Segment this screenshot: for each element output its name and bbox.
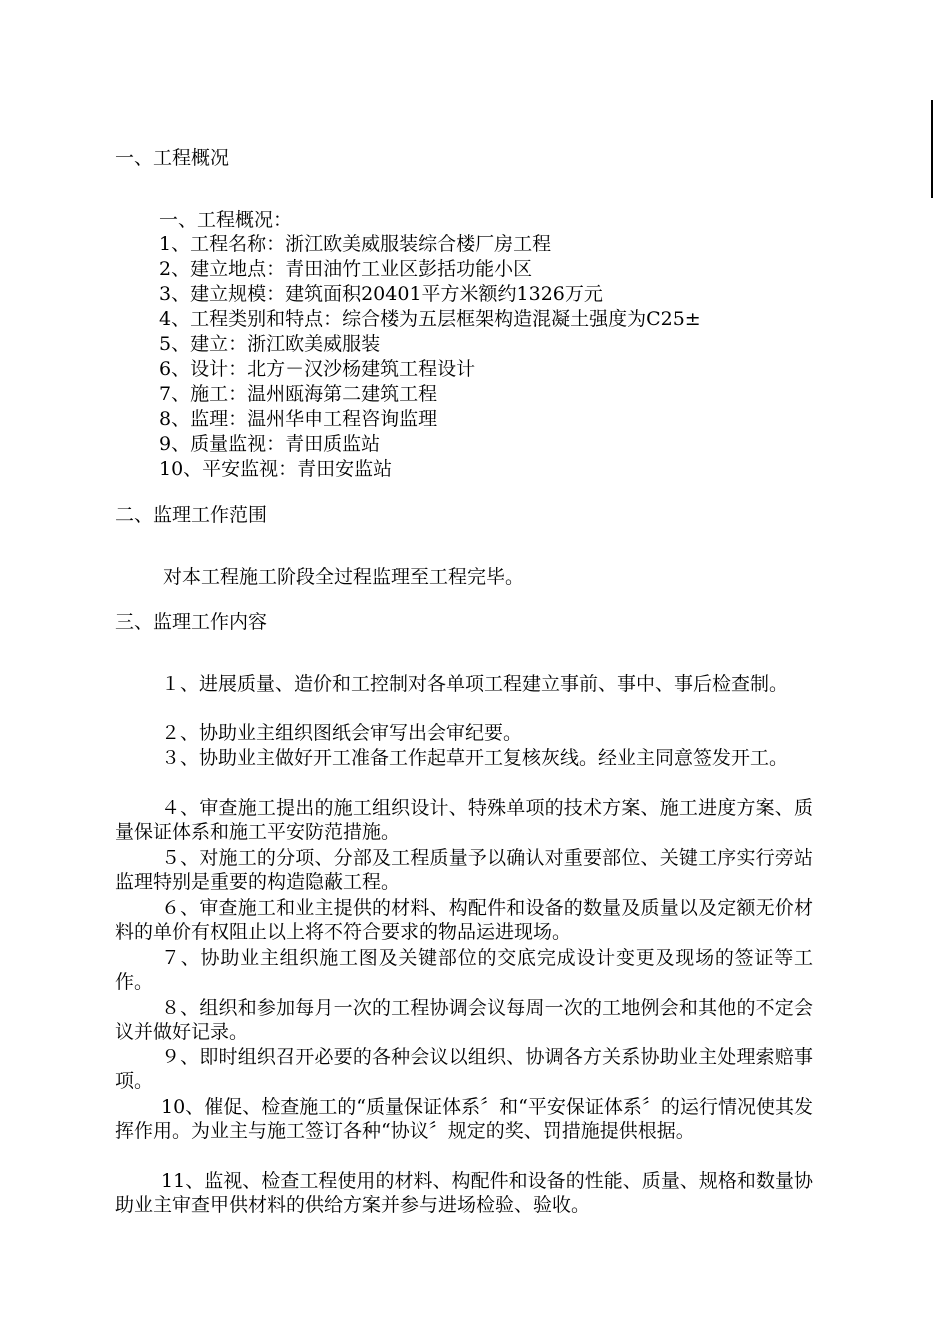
overview-item: 5、建立：浙江欧美威服装	[159, 333, 381, 355]
content-item: ５、对施工的分项、分部及工程质量予以确认对重要部位、关键工序实行旁站监理特别是重要的构造隐蔽工程。	[115, 847, 813, 893]
margin-rule	[931, 100, 933, 198]
section-heading-content: 三、监理工作内容	[115, 611, 268, 633]
content-item: 11、监视、检查工程使用的材料、构配件和设备的性能、质量、规格和数量协助业主审查甲供材料的供给方案并参与进场检验、验收。	[115, 1170, 813, 1216]
section-heading-scope: 二、监理工作范围	[115, 504, 268, 526]
overview-item: 6、设计：北方－汉沙杨建筑工程设计	[159, 358, 476, 380]
content-item: １、进展质量、造价和工控制对各单项工程建立事前、事中、事后检查制。	[161, 673, 789, 695]
content-item: ８、组织和参加每月一次的工程协调会议每周一次的工地例会和其他的不定会议并做好记录。	[115, 997, 813, 1043]
overview-item: 10、平安监视：青田安监站	[159, 458, 393, 480]
overview-item: 3、建立规模：建筑面积20401平方米额约1326万元	[159, 283, 603, 305]
scope-text: 对本工程施工阶段全过程监理至工程完毕。	[163, 566, 525, 588]
content-item: 10、催促、检查施工的“质量保证体系〞和“平安保证体系〞的运行情况使其发挥作用。为业主与施工签订各种“协议〞规定的奖、罚措施提供根据。	[115, 1096, 813, 1142]
content-item: ２、协助业主组织图纸会审写出会审纪要。	[161, 722, 523, 744]
overview-item: 2、建立地点：青田油竹工业区彭括功能小区	[159, 258, 533, 280]
overview-item: 9、质量监视：青田质监站	[159, 433, 381, 455]
content-item: ７、协助业主组织施工图及关键部位的交底完成设计变更及现场的签证等工作。	[115, 947, 813, 993]
content-item: ４、审查施工提出的施工组织设计、特殊单项的技术方案、施工进度方案、质量保证体系和施工平安防范措施。	[115, 797, 813, 843]
overview-item: 1、工程名称：浙江欧美威服装综合楼厂房工程	[159, 233, 552, 255]
content-item: ６、审查施工和业主提供的材料、构配件和设备的数量及质量以及定额无价材料的单价有权阻止以上将不符合要求的物品运进现场。	[115, 897, 813, 943]
overview-item: 8、监理：温州华申工程咨询监理	[159, 408, 438, 430]
section-heading-overview: 一、工程概况	[115, 147, 230, 169]
content-item: ９、即时组织召开必要的各种会议以组织、协调各方关系协助业主处理索赔事项。	[115, 1046, 813, 1092]
overview-item: 4、工程类别和特点：综合楼为五层框架构造混凝土强度为C25±	[159, 308, 701, 330]
overview-item: 7、施工：温州瓯海第二建筑工程	[159, 383, 438, 405]
overview-subheading: 一、工程概况：	[159, 209, 293, 231]
content-item: ３、协助业主做好开工准备工作起草开工复核灰线。经业主同意签发开工。	[161, 747, 789, 769]
